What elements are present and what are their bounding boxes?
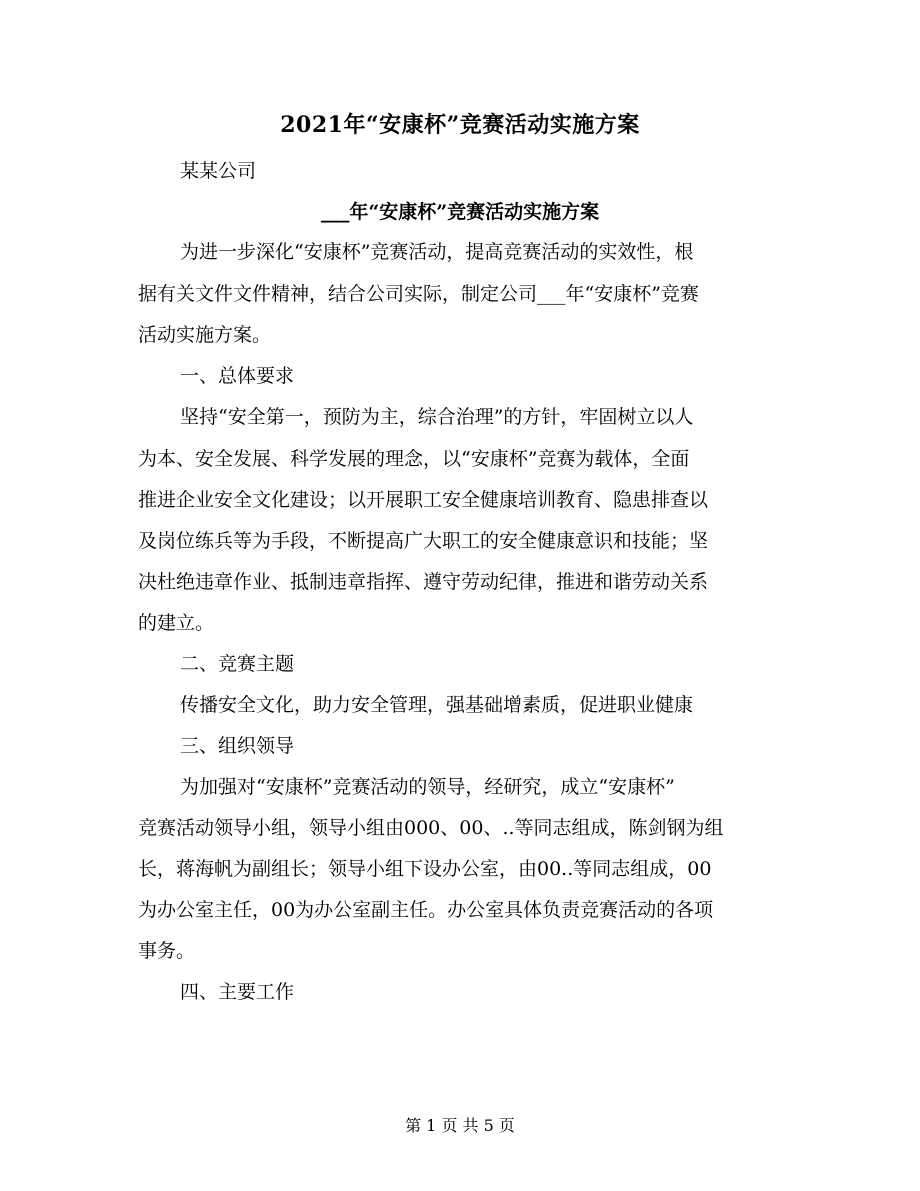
section-heading-3: 三、组织领导	[180, 735, 295, 757]
section-3-line-4: 为办公室主任，00为办公室副主任。办公室具体负责竞赛活动的各项	[138, 899, 714, 921]
intro-line-3: 活动实施方案。	[138, 324, 272, 346]
section-1-line-5: 决杜绝违章作业、抵制违章指挥、遵守劳动纪律，推进和谐劳动关系	[138, 571, 709, 593]
section-2-line-1: 传播安全文化，助力安全管理，强基础增素质，促进职业健康	[180, 694, 694, 716]
page-footer: 第 1 页 共 5 页	[405, 1116, 515, 1135]
intro-line-1: 为进一步深化“安康杯”竞赛活动，提高竞赛活动的实效性，根	[180, 241, 694, 263]
section-1-line-3: 推进企业安全文化建设；以开展职工安全健康培训教育、隐患排查以	[138, 489, 709, 511]
section-1-line-6: 的建立。	[138, 612, 215, 634]
section-3-line-3: 长，蒋海帆为副组长；领导小组下设办公室，由00..等同志组成，00	[138, 858, 712, 880]
section-heading-1: 一、总体要求	[180, 365, 295, 387]
company-name: 某某公司	[180, 160, 257, 182]
section-3-line-2: 竞赛活动领导小组，领导小组由000、00、..等同志组成，陈剑钢为组	[138, 817, 724, 839]
section-1-line-2: 为本、安全发展、科学发展的理念，以“安康杯”竞赛为载体，全面	[138, 448, 690, 470]
section-1-line-1: 坚持“安全第一，预防为主，综合治理”的方针，牢固树立以人	[180, 406, 694, 428]
section-heading-2: 二、竞赛主题	[180, 653, 295, 675]
section-3-line-5: 事务。	[138, 940, 196, 962]
section-3-line-1: 为加强对“安康杯”竞赛活动的领导，经研究，成立“安康杯”	[180, 776, 675, 798]
document-title: 2021年“安康杯”竞赛活动实施方案	[280, 112, 640, 138]
document-subtitle: ___年“安康杯”竞赛活动实施方案	[320, 201, 600, 223]
section-1-line-4: 及岗位练兵等为手段，不断提高广大职工的安全健康意识和技能；坚	[138, 530, 709, 552]
intro-line-2: 据有关文件文件精神，结合公司实际，制定公司___年“安康杯”竞赛	[138, 283, 699, 305]
section-heading-4: 四、主要工作	[180, 981, 295, 1003]
